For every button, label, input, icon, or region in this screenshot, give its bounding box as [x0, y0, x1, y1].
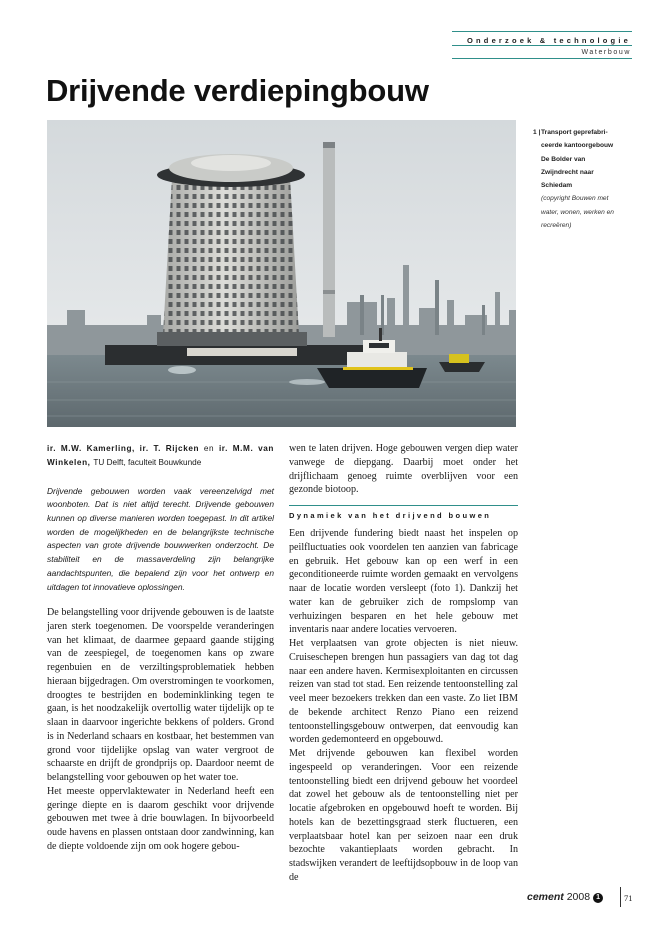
figure-number: 1 |	[533, 129, 541, 136]
body-paragraph: Een drijvende fundering biedt naast het inspelen op peilfluctuaties ook voordelen ten aanzien van fabricage en gebruik. Het gebouw kan op een werf in een geconditioneerde ruimte worden gemaakt en vervolgens naar de locatie worden versleept (foto 1). Dankzij het water kan de gebruiker zich de rompslomp van verhuizingen besparen en het hele gebouw met inventaris naar andere locaties vervoeren.	[289, 528, 518, 636]
body-paragraph: De belangstelling voor drijvende gebouwen is de laatste jaren sterk toegenomen. De voorspelde veranderingen van het klimaat, de daarmee gepaard gaande stijging van de zeespiegel, de toegenomen kans op zware regenbuien en de verziltingsproblematiek hebben hieraan bijgedragen. Om overstromingen te voorkomen, droogtes te bestrijden en bodeminklinking tegen te gaan, is het noodzakelijk overtollig water tijdelijk op te slaan in daarvoor ingerichte bekkens of polders. Grond is in Nederland schaars en kostbaar, het bestemmen van grond voor tijdelijke opslag van water vergroot de schaarste en drijft de grondprijs op. Daardoor neemt de belangstelling voor gebouwen op het water toe.	[47, 607, 274, 784]
caption-line: Schiedam	[541, 182, 573, 190]
photo-credit-line: (copyright Bouwen met	[541, 195, 609, 203]
body-paragraph: wen te laten drijven. Hoge gebouwen vergen diep water vanwege de diepgang. Daarbij moet onder het drijflichaam genoeg ruimte overblijven voor een gezonde biotoop.	[289, 443, 518, 496]
footer-rule	[620, 887, 621, 907]
footer-magazine	[527, 891, 603, 903]
article-title: Drijvende verdiepingbouw	[46, 73, 429, 108]
header-bottom-rule	[452, 58, 632, 59]
subheading-rule	[289, 505, 518, 506]
body-paragraph: Met drijvende gebouwen kan flexibel worden ingespeeld op veranderingen. Voor een reizende tentoonstelling biedt een drijvend gebouw het voordeel dat zowel het gebouw als de tentoonstelling niet per locatie afgebroken en opgebouwd hoeft te worden. Bij hotels kan de bezettingsgraad sterk fluctueren, een verplaatsbaar hotel kan per seizoen naar een druk bezochte vakantieplaats worden gebracht. In stadswijken verandert de leeftijdsopbouw in de loop van de	[289, 748, 518, 883]
body-paragraph: Het meeste oppervlaktewater in Nederland heeft een geringe diepte en is daarom geschikt voor drijvende gebouwen met twee à drie bouwlagen. In bijvoorbeeld oude havens en plassen ontstaan door zandwinning, kan de diepte voldoende zijn om ook hogere gebou-	[47, 785, 274, 852]
issue-badge: 1	[593, 893, 603, 903]
photo-credit-line: recreëren)	[541, 222, 572, 230]
subheading: Dynamiek van het drijvend bouwen	[289, 511, 492, 520]
body-paragraph: Het verplaatsen van grote objecten is niet nieuw. Cruiseschepen brengen hun passagiers van dag tot dag naar een andere haven. Kermisexploitanten en circussen reizen van stad tot stad. Een reizende tentoonstelling zal veel meer bezoekers trekken dan een vaste. Zo liet IBM de bekende architect Renzo Piano een reizend tentoonstellingsgebouw ontwerpen, dat eenvoudig kan worden gedemonteerd en opgebouwd.	[289, 638, 518, 746]
caption-line: ceerde kantoorgebouw	[541, 142, 614, 150]
author-byline: ir. M.W. Kamerling, ir. T. Rijcken en ir. M.M. van Winkelen, TU Delft, faculteit Bouwkunde	[47, 444, 275, 467]
figure-caption	[533, 126, 633, 232]
magazine-name: cement	[527, 891, 564, 903]
magazine-year: 2008	[566, 891, 591, 903]
caption-line: Transport geprefabri-	[541, 129, 608, 136]
header-top-rule	[452, 31, 632, 32]
section-label: Onderzoek & technologie	[466, 36, 631, 45]
page-number: 71	[624, 893, 633, 903]
left-column	[47, 442, 274, 854]
subsection-label: Waterbouw	[581, 49, 631, 56]
right-column	[289, 442, 518, 885]
photo-credit-line: water, wonen, werken en	[541, 208, 614, 216]
header-middle-rule	[452, 45, 632, 46]
abstract: Drijvende gebouwen worden vaak vereenzelvigd met woonboten. Dat is niet altijd terecht. Drijvende gebouwen kunnen op diverse manieren worden toegepast. In dit artikel worden de mogelijkheden en de belangrijkste technische aspecten van grote drijvende bouwwerken onderzocht. De stabiliteit en de massaverdeling zijn belangrijke aandachtspunten, die bepalend zijn voor het ontwerp en uitdagen tot innovatieve oplossingen.	[47, 485, 274, 592]
caption-line: Zwijndrecht naar	[541, 168, 594, 176]
article-photo	[47, 120, 516, 427]
caption-line: De Bolder van	[541, 155, 586, 163]
